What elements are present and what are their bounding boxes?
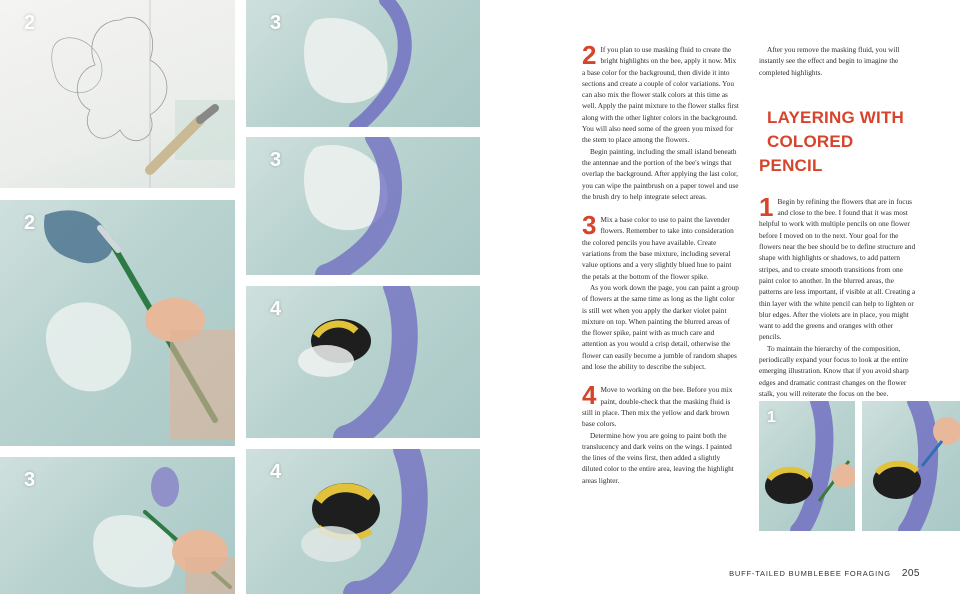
step-2-number: 2 (582, 40, 597, 70)
step-number-label: 2 (24, 12, 36, 34)
photo-lavender-step-3b (246, 137, 480, 275)
step-number-label: 4 (270, 298, 282, 320)
step-1-block (759, 191, 917, 399)
section-heading-line-1: LAYERING WITH (767, 107, 905, 127)
step-4-paragraph-2: Determine how you are going to paint both the translucency and dark veins on the wings. I painted the lines of the veins first, then added a slightly diluted color to the entire area, leaving the highlight areas lighter. (582, 430, 734, 485)
photo-pencil-step-1 (759, 401, 855, 531)
bee-pencil-illustration (862, 401, 960, 531)
step-4-block (582, 380, 740, 486)
step-1-paragraph-2: To maintain the hierarchy of the composition, periodically expand your focus to look at the entire emerging illustration. Know that if you avoid sharp edges and dramatic contrast changes on the flower stalk, you will reiterate the focus on the bee. (759, 343, 909, 398)
step-3-block (582, 210, 740, 372)
step-number-label: 2 (24, 212, 36, 234)
step-1-paragraph-1: Begin by refining the flowers that are in focus and close to the bee. I found that it was most helpful to work with multiple pencils on one flower before I moved on to the next. Your goal for the flowers near the bee should be to define structure and shape with highlights or shadows, to add pattern stripes, and to create smooth transitions from one paint color to another. In the blurred areas, the patterns are less important, if visible at all. Creating a thin layer with the white pencil can help to lighten or blur edges. After the violets are in place, you might want to add the greens and oranges with other pencils. (759, 196, 916, 342)
step-3-paragraph-1: Mix a base color to use to paint the lavender flowers. Remember to take into consideration the colored pencils you have available. Create variations from the base mixture, including several value options and a very slightly blued hue to paint the petals at the bottom of the flower spike. (582, 215, 734, 281)
step-number-label: 3 (24, 469, 36, 491)
step-2-paragraph-1: If you plan to use masking fluid to create the bright highlights on the bee, apply it now. Mix a base color for the background, then divide it into sections and create a couple of color variations. You can also mix the flower stalk colors at this time as well. Apply the paint mixture to the flower stalks first along with the other lighter colors in the background. You will also need some of the green you mixed for the stem to place among the flowers. (582, 45, 739, 145)
section-heading (759, 106, 917, 178)
running-title: BUFF-TAILED BUMBLEBEE FORAGING (729, 569, 891, 578)
step-1-number: 1 (759, 191, 774, 222)
step-3-number: 3 (582, 210, 597, 241)
step-4-paragraph-1: Move to working on the bee. Before you mix paint, double-check that the masking fluid is still in place. Then mix the yellow and dark brown base colors. (582, 385, 733, 429)
photo-flower-step-3 (0, 457, 235, 594)
step-3-paragraph-2: As you work down the page, you can paint a group of flowers at the same time as long as the light color is still wet when you apply the darker violet paint mixture on top. When painting the blurred areas of the flower spike, paint with as much care and attention as you would a crisp detail, otherwise the flower can easily become a jumble of random shapes and lose the ability to describe the subject. (582, 282, 739, 372)
step-number-label: 3 (270, 149, 282, 171)
photo-bee-step-4b (246, 449, 480, 594)
step-number-label: 1 (767, 409, 776, 426)
step-number-label: 4 (270, 461, 282, 483)
section-heading-line-2: COLORED PENCIL (759, 131, 854, 175)
photo-bee-step-4a (246, 286, 480, 438)
pencil-sketch-illustration (0, 0, 235, 188)
page-footer (729, 568, 920, 579)
watercolor-wash-illustration (0, 200, 235, 446)
photo-pencil-detail (862, 401, 960, 531)
photo-background-wash-step-2 (0, 200, 235, 446)
step-4-number: 4 (582, 380, 597, 411)
step-number-label: 3 (270, 12, 282, 34)
watercolor-flower-illustration (0, 457, 235, 594)
text-column-2 (759, 44, 917, 399)
photo-lavender-step-3a (246, 0, 480, 127)
step-2-block (582, 40, 740, 202)
intro-paragraph: After you remove the masking fluid, you will instantly see the effect and begin to imagine the completed highlights. (759, 45, 900, 77)
page-number: 205 (901, 568, 920, 579)
photo-sketch-step-2 (0, 0, 235, 188)
step-2-paragraph-2: Begin painting, including the small island beneath the antennae and the portion of the bee's wings that overlap the background. After applying the last color, you can wipe the paintbrush on a paper towel and use the brush dry to help integrate select areas. (582, 146, 739, 201)
text-column-1 (582, 40, 740, 486)
